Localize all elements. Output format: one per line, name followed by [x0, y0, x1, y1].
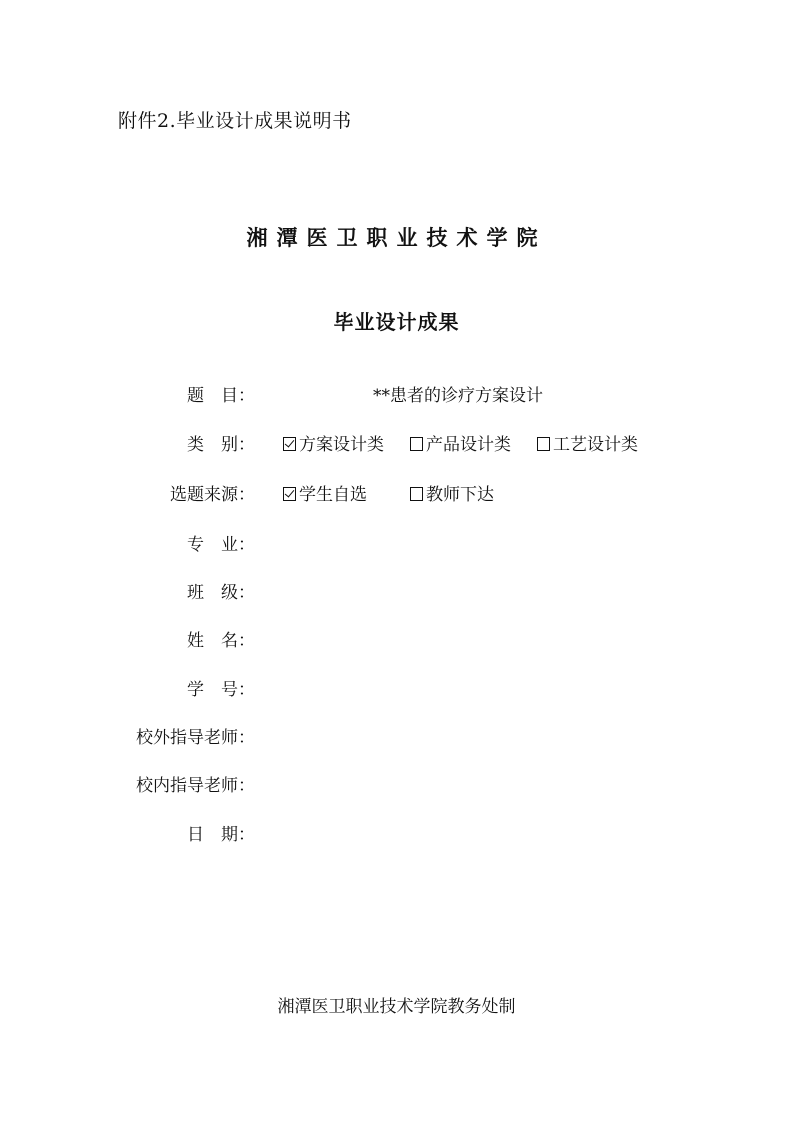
- name-label: 姓 名：: [187, 631, 255, 651]
- student-id-label: 学 号：: [187, 680, 255, 700]
- title-row: [0, 381, 793, 409]
- checked-box-icon: [283, 437, 296, 451]
- document-title: 毕业设计成果: [333, 310, 460, 334]
- major-label: 专 业：: [187, 535, 255, 555]
- name-row: [0, 626, 793, 654]
- category-option-plan[interactable]: [283, 430, 384, 455]
- category-option-label: 工艺设计类: [553, 435, 638, 455]
- unchecked-box-icon: [410, 437, 423, 451]
- category-option-product[interactable]: [410, 430, 511, 455]
- category-option-process[interactable]: [537, 430, 638, 455]
- source-option-label: 教师下达: [426, 485, 494, 505]
- student-id-row: [0, 675, 793, 703]
- external-advisor-label: 校外指导老师：: [136, 728, 255, 748]
- category-row: [0, 430, 793, 458]
- internal-advisor-label: 校内指导老师：: [136, 776, 255, 796]
- source-option-label: 学生自选: [299, 485, 367, 505]
- category-option-label: 方案设计类: [299, 435, 384, 455]
- internal-advisor-row: [0, 771, 793, 799]
- school-name: 湘潭医卫职业技术学院: [246, 226, 547, 250]
- source-option-teacher[interactable]: [410, 480, 494, 505]
- class-row: [0, 578, 793, 606]
- checked-box-icon: [283, 487, 296, 501]
- major-row: [0, 530, 793, 558]
- source-label: 选题来源：: [170, 485, 255, 505]
- title-value: **患者的诊疗方案设计: [373, 386, 543, 406]
- class-label: 班 级：: [187, 583, 255, 603]
- source-option-student[interactable]: [283, 480, 367, 505]
- unchecked-box-icon: [410, 487, 423, 501]
- date-row: [0, 820, 793, 848]
- category-option-label: 产品设计类: [426, 435, 511, 455]
- category-label: 类 别：: [187, 435, 255, 455]
- title-label: 题 目：: [187, 386, 255, 406]
- attachment-heading: 附件2.毕业设计成果说明书: [118, 110, 352, 132]
- footer-issuer: 湘潭医卫职业技术学院教务处制: [277, 997, 516, 1017]
- source-row: [0, 480, 793, 508]
- external-advisor-row: [0, 723, 793, 751]
- date-label: 日 期：: [187, 825, 255, 845]
- unchecked-box-icon: [537, 437, 550, 451]
